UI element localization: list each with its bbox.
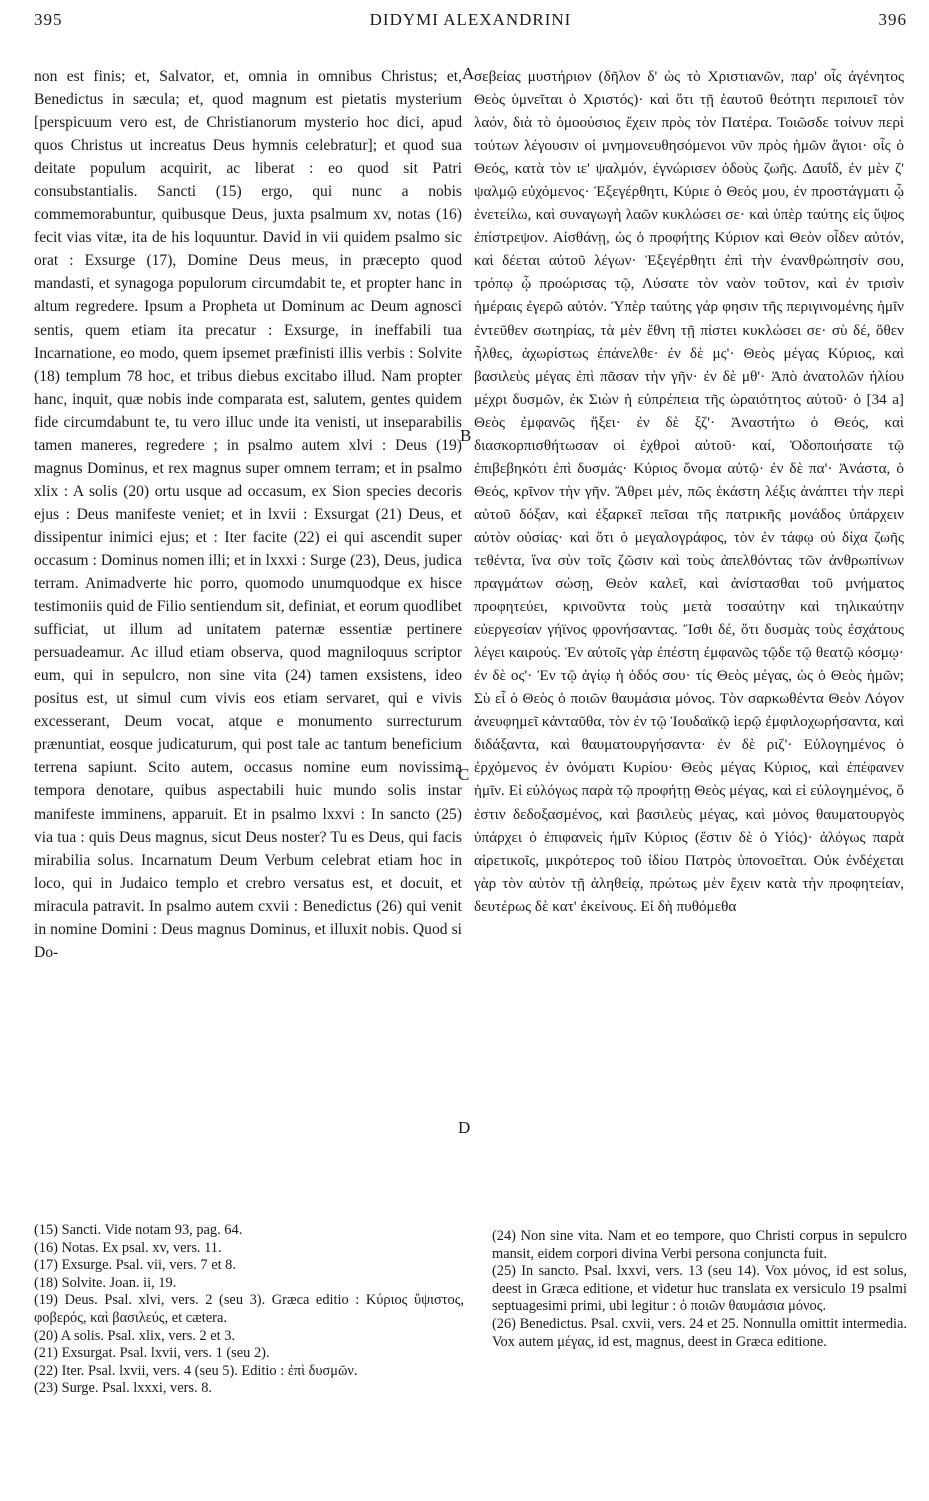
footnote: (26) Benedictus. Psal. cxvii, vers. 24 et 25. Nonnulla omittit intermedia. Vox autem μέγας, id est, magnus, deest in Græca editione. [492, 1315, 907, 1350]
footnote: (24) Non sine vita. Nam et eo tempore, quo Christi corpus in sepulcro mansit, eidem corpori divina Verbi persona conjuncta fuit. [492, 1228, 907, 1262]
footnotes-right [492, 1228, 907, 1351]
footnote: (16) Notas. Ex psal. xv, vers. 11. [34, 1239, 222, 1256]
page-number-left: 395 [34, 10, 63, 29]
footnote: (23) Surge. Psal. lxxxi, vers. 8. [34, 1380, 213, 1397]
margin-marker-a: A [462, 64, 475, 83]
footnote: (22) Iter. Psal. lxvii, vers. 4 (seu 5). Editio : ἐπὶ δυσμῶν. [34, 1362, 358, 1379]
page-number-right: 396 [878, 10, 907, 29]
greek-column [474, 65, 904, 918]
footnote: (15) Sancti. Vide notam 93, pag. 64. [34, 1222, 243, 1238]
margin-marker-b: B [460, 426, 472, 445]
footnotes-left [34, 1222, 464, 1398]
footnote: (25) In sancto. Psal. lxxvi, vers. 13 (seu 14). Vox μόνος, id est solus, deest in Græca editione, et videtur huc translata ex versiculo 19 psalmi septuagesimi primi, ubi legitur : ὁ ποιῶν θαυμάσια μόνος. [492, 1263, 907, 1315]
running-header [34, 10, 907, 38]
latin-column [34, 65, 462, 964]
footnote: (21) Exsurgat. Psal. lxvii, vers. 1 (seu 2). [34, 1345, 270, 1362]
greek-text: σεβείας μυστήριον (δῆλον δ' ὡς τὸ Χριστιανῶν, παρ' οἷς ἀγένητος Θεὸς ὑμνεῖται ὁ Χριστός)· καὶ ὅτι τῇ ἑαυτοῦ θεότητι περιποιεῖ τὸν λαόν, διὰ τὸ ὁμοούσιος ἔχειν πρὸς τὸν Πατέρα. Τοιῶσδε τοίνυν περὶ τούτων λέγουσιν οἱ μνημονευθησόμενοι νῦν πρὸς ἡμῶν ἅγιοι· οἷς ὁ Θεός, κατὰ τὸν ιε' ψαλμόν, ἐγνώρισεν ὁδοὺς ζωῆς. Δαυΐδ, ἐν μὲν ζ' ψαλμῷ εὐχόμενος· Ἐξεγέρθητι, Κύριε ὁ Θεός μου, ἐν προστάγματι ᾧ ἐνετείλω, καὶ συναγωγὴ λαῶν κυκλώσει σε· καὶ ὑπὲρ ταύτης εἰς ὕψος ἐπίστρεψον. Αἰσθάνῃ, ὡς ὁ προφήτης Κύριον καὶ Θεὸν οἶδεν αὐτόν, καὶ δέεται αὐτοῦ λέγων· Ἐξεγέρθητι ἐπὶ τὴν ἐνανθρώπησίν σου, τρόπῳ ᾧ προώρισας τῷ, Λύσατε τὸν ναὸν τοῦτον, καὶ ἐν τρισὶν ἡμέραις ἐγερῶ αὐτόν. Ὑπὲρ ταύτης γάρ φησιν τῆς περιγινομένης ἡμῖν ἐντεῦθεν σωτηρίας, τὰ μὲν ἔθνη τῇ πίστει κυκλώσει σε· σὺ δέ, ὅθεν ἧλθες, ἀχωρίστως ἐπάνελθε· ἐν δὲ μς'· Θεὸς μέγας Κύριος, καὶ βασιλεὺς μέγας ἐπὶ πᾶσαν τὴν γῆν· ἐν δὲ μθ'· Ἀπὸ ἀνατολῶν ἡλίου μέχρι δυσμῶν, ἐκ Σιὼν ἡ εὐπρέπεια τῆς ὡραιότητος αὐτοῦ· ὁ [34 a] Θεὸς ἐμφανῶς ἥξει· ἐν δὲ ξζ'· Ἀναστήτω ὁ Θεός, καὶ διασκορπισθήτωσαν οἱ ἐχθροὶ αὐτοῦ· καί, Ὁδοποιήσατε τῷ ἐπιβεβηκότι ἐπὶ δυσμάς· Κύριος ὄνομα αὐτῷ· ἐν δὲ πα'· Ἀνάστα, ὁ Θεός, κρῖνον τὴν γῆν. Ἄθρει μέν, πῶς ἑκάστη λέξις ἀνάπτει τὴν περὶ αὐτοῦ δόξαν, καὶ ἐξαρκεῖ πεῖσαι τῆς πατρικῆς μονάδος ὑπάρχειν αὐτὸν οὐσίας· καὶ ὅτι ὁ μεγαλογράφος, τὸν ἐν τάφῳ οὐ δίχα ζωῆς τεθέντα, ἵνα σὺν τοῖς ζῶσιν καὶ τοὺς ἀπελθόντας τῶν ἀνθρωπίνων πραγμάτων σώσῃ, Θεὸν καλεῖ, καὶ ἀνίστασθαι τοῦ μνήματος προφητεύει, κρινοῦντα τοὺς μετὰ τοσαύτην καὶ τηλικαύτην εὐεργεσίαν γήϊνος φρονήσαντας. Ἴσθι δέ, ὅτι δυσμὰς τοὺς ἐσχάτους λέγει καιρούς. Ἐν αὐτοῖς γὰρ ἐπέστη ἐμφανῶς τῷδε τῷ θεατῷ κόσμῳ· ἐν δὲ ος'· Ἐν τῷ ἁγίῳ ἡ ὁδός σου· τίς Θεὸς μέγας, ὡς ὁ Θεὸς ἡμῶν; Σὺ εἶ ὁ Θεὸς ὁ ποιῶν θαυμάσια μόνος. Τὸν σαρκωθέντα Θεὸν Λόγον ἀνευφημεῖ κἀνταῦθα, τὸν ἐν τῷ Ἰουδαϊκῷ ἱερῷ ἐμφιλοχωρήσαντα, καὶ διδάξαντα, καὶ θαυματουργήσαντα· ἐν δὲ ριζ'· Εὐλογημένος ὁ ἐρχόμενος ἐν ὀνόματι Κυρίου· Θεὸς μέγας Κύριος, καὶ ἐπέφανεν ἡμῖν. Εἰ εὐλόγως παρὰ τῷ προφήτῃ Θεὸς μέγας, καὶ εἰ εὐλογημένος, ὅ ἐστιν δεδοξασμένος, καὶ βασιλεὺς μέγας, καὶ μόνος θαυματουργὸς ὑπάρχει ὁ ἐπιφανεὶς ἡμῖν Κύριος (ἔστιν δὲ ὁ Υἱός)· ἀλόγως παρὰ αἱρετικοῖς, μικρότερος τοῦ ἰδίου Πατρὸς ὑπονοεῖται. Οὐκ ἐνδέχεται γὰρ τὸν αὐτὸν τῇ ἀληθείᾳ, πρώτως μὲν ἔχειν κατὰ τὴν προφητείαν, δευτέρως δὲ κατ' ἐκείνους. Εἰ δὴ πυθόμεθα [474, 68, 904, 915]
footnote: (19) Deus. Psal. xlvi, vers. 2 (seu 3). Græca editio : Κύριος ὕψιστος, φοβερός, καὶ βασιλεύς, et cætera. [34, 1292, 464, 1326]
running-title: DIDYMI ALEXANDRINI [369, 10, 572, 29]
margin-marker-d: D [458, 1118, 471, 1137]
footnote: (20) A solis. Psal. xlix, vers. 2 et 3. [34, 1327, 236, 1344]
margin-marker-c: C [458, 765, 470, 784]
latin-text: non est finis; et, Salvator, et, omnia in omnibus Christus; et, Benedictus in sæcula; et, quod magnum est pietatis mysterium [perspicuum vero est, de Christianorum mysterio hoc dici, apud quos Christus ut increatus Deus hymnis celebratur]; et quod sua deitate populum acquirit, ac liberat : eo quod sit Patri consubstantialis. Sancti (15) ergo, qui nunc a nobis commemorabuntur, quibusque Deus, juxta psalmum xv, notas (16) fecit vias vitæ, ita de his loquuntur. David in vii quidem psalmo sic orat : Exsurge (17), Domine Deus meus, in præcepto quod mandasti, et synagoga populorum circumdabit te, et propter hanc in altum regredere. Ipsum a Propheta ut Dominum ac Deum agnosci sentis, quem etiam ita precatur : Exsurge, in ineffabili tua Incarnatione, eo modo, quem ipsemet præfinisti illis verbis : Solvite (18) templum 78 hoc, et tribus diebus excitabo illud. Nam propter hanc, inquit, quæ nobis inde comparata est, salutem, gentes quidem fide circumdabunt te, tu vero illuc unde ita venisti, ut inseparabilis tamen maneres, regredere ; in psalmo autem xlvi : Deus (19) magnus Dominus, et rex magnus super omnem terram; et in psalmo xlix : A solis (20) ortu usque ad occasum, ex Sion species decoris ejus : Deus manifeste veniet; et in lxvii : Exsurgat (21) Deus, et dissipentur inimici ejus; et : Iter facite (22) ei qui ascendit super occasum : Dominus nomen illi; et in lxxxi : Surge (23), Deus, judica terram. Animadverte hic porro, quomodo unumquodque ex hisce testimoniis quid de Filio sentiendum sit, definiat, et eorum quodlibet sufficiat, ut illum ad unitatem paternæ essentiæ pertinere persuadeamur. Ac illud etiam observa, quod magniloquus scriptor eum, qui in sepulcro, non sine vita (24) tamen exsistens, ideo positus est, ut simul cum vivis eos etiam servaret, qui e vivis excesserant, Deum vocat, atque e monumento surrecturum prænuntiat, eosque judicaturum, qui post tale ac tantum beneficium terrena sapiunt. Scito autem, occasus nomine eum novissima tempora denotare, quibus aspectabili huic mundo solis instar manifeste imminens, apparuit. Et in psalmo lxxvi : In sancto (25) via tua : quis Deus magnus, sicut Deus noster? Tu es Deus, qui facis mirabilia solus. Incarnatum Deum Verbum celebrat etiam hoc in loco, qui in Judaico templo et crebro versatus est, et docuit, et miracula patravit. In psalmo autem cxvii : Benedictus (26) qui venit in nomine Domini : Deus magnus Dominus, et illuxit nobis. Quod si Do- [34, 68, 462, 961]
footnote: (18) Solvite. Joan. ii, 19. [34, 1274, 177, 1291]
footnote: (17) Exsurge. Psal. vii, vers. 7 et 8. [34, 1257, 236, 1274]
